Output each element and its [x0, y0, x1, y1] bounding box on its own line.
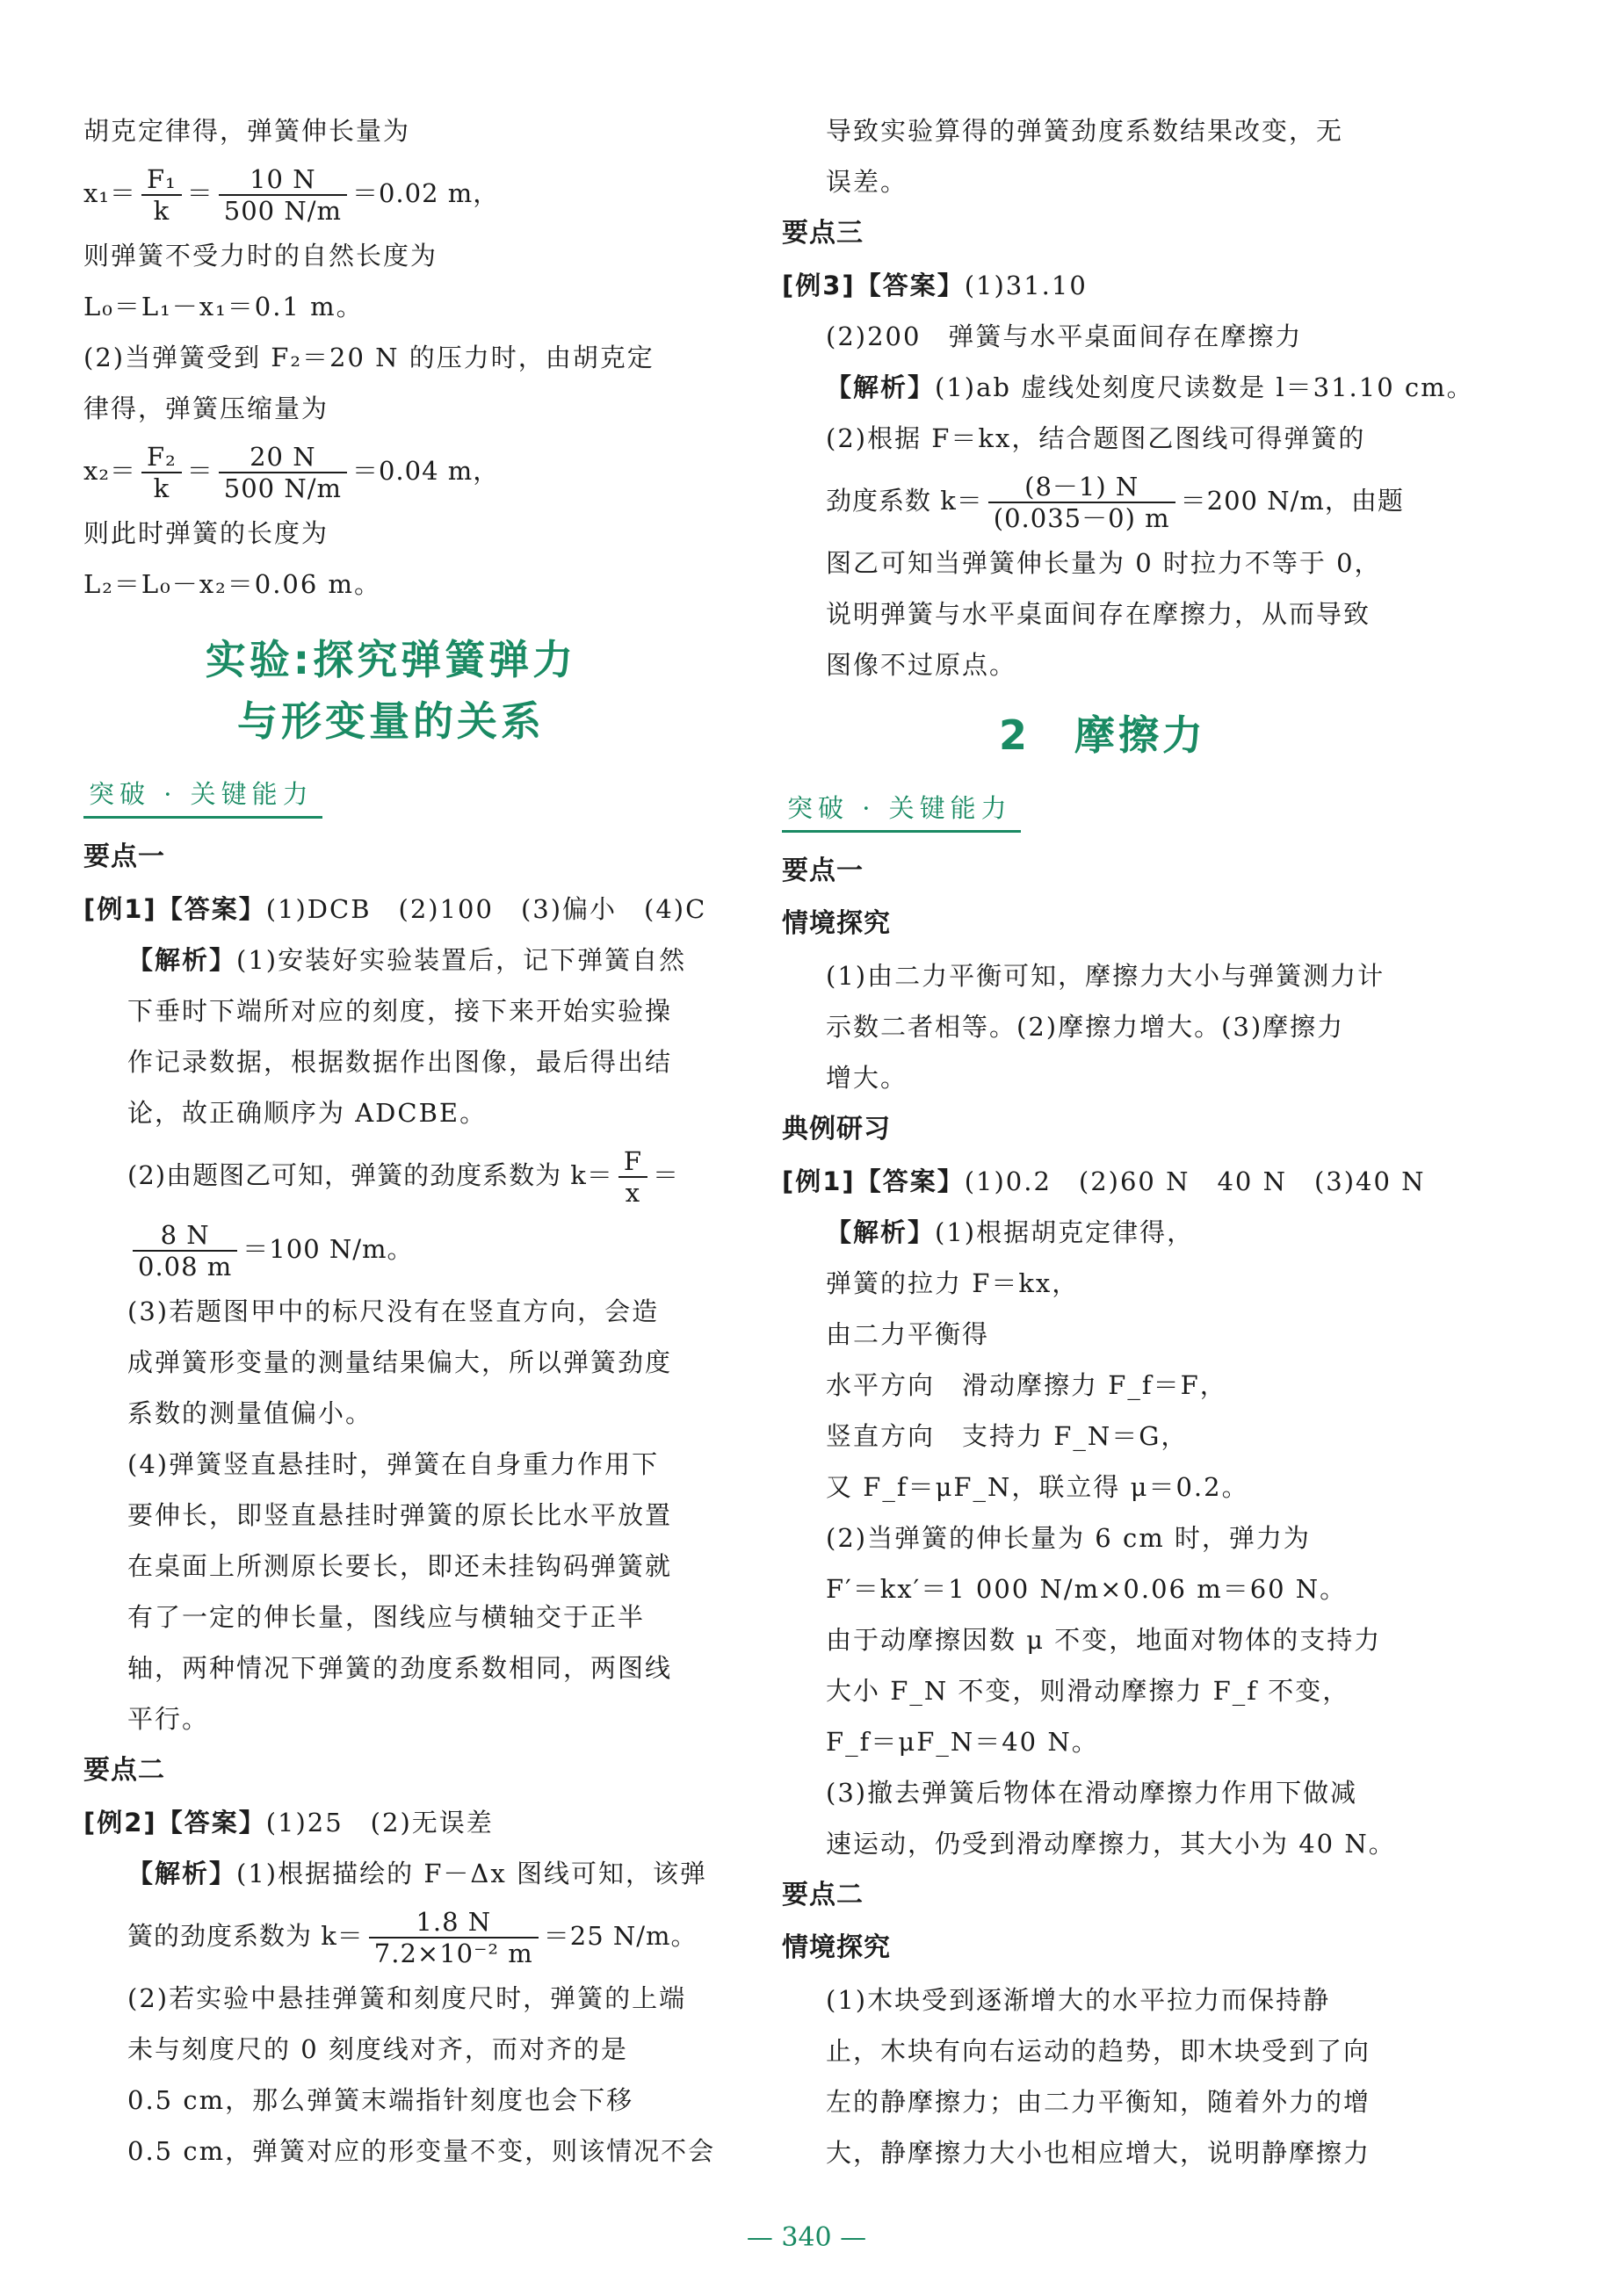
equation-k — [83, 1138, 698, 1212]
eq-rhs: ＝25 N/m。 — [543, 1921, 698, 1951]
text-line: 说明弹簧与水平桌面间存在摩擦力，从而导致 — [826, 599, 1371, 629]
text-line: (2)200 弹簧与水平桌面间存在摩擦力 — [826, 321, 1303, 351]
key-point-heading: 要点二 — [83, 1755, 165, 1786]
key-point-heading: 要点二 — [782, 1880, 864, 1910]
numerator: 20 N — [219, 442, 347, 473]
text-line: 导致实验算得的弹簧劲度系数结果改变，无 — [826, 116, 1344, 146]
answer-tag: 【答案】 — [855, 1166, 965, 1196]
text-line: 0.5 cm，那么弹簧末端指针刻度也会下移 — [127, 2085, 634, 2115]
answer-tag: 【答案】 — [156, 1808, 266, 1838]
fraction — [219, 442, 347, 503]
text-line: (3)撤去弹簧后物体在滑动摩擦力作用下做减 — [826, 1778, 1358, 1808]
text-line: 图乙可知当弹簧伸长量为 0 时拉力不等于 0， — [826, 548, 1382, 578]
answer-tag: 【答案】 — [855, 271, 965, 300]
eq-rhs: ＝0.02 m， — [351, 178, 500, 208]
text-line: 作记录数据，根据数据作出图像，最后得出结 — [127, 1047, 673, 1077]
fraction — [141, 164, 182, 226]
section-title: 实验:探究弹簧弹力 — [205, 636, 577, 683]
text-line: 成弹簧形变量的测量结果偏大，所以弹簧劲度 — [127, 1347, 673, 1377]
analysis-tag: 【解析】 — [826, 1217, 936, 1247]
equation-k-value — [83, 1212, 698, 1286]
denominator: 500 N/m — [223, 473, 342, 503]
text-line: 弹簧的拉力 F＝kx， — [826, 1268, 1080, 1298]
text-line: (1)由二力平衡可知，摩擦力大小与弹簧测力计 — [826, 961, 1385, 991]
key-point-heading: 要点一 — [83, 841, 165, 872]
text-line: 水平方向 滑动摩擦力 F_f＝F， — [826, 1370, 1227, 1400]
equation-x2 — [83, 434, 698, 508]
example-tag: [例3] — [782, 271, 856, 300]
fraction — [988, 472, 1175, 533]
equation-x1 — [83, 156, 698, 230]
text-line: 大，静摩擦力大小也相应增大，说明静摩擦力 — [826, 2138, 1371, 2168]
numerator: F₂ — [141, 442, 182, 473]
analysis-text: (1)根据胡克定律得， — [935, 1217, 1195, 1247]
text-line: 律得，弹簧压缩量为 — [83, 393, 329, 423]
example-tag: [例1] — [83, 894, 157, 924]
answer-text: (1)DCB (2)100 (3)偏小 (4)C — [265, 894, 707, 924]
eq-rhs: ＝0.04 m， — [351, 456, 500, 486]
analysis-line — [782, 1207, 1423, 1258]
fraction — [369, 1907, 539, 1968]
text-line: (2)若实验中悬挂弹簧和刻度尺时，弹簧的上端 — [127, 1983, 687, 2013]
eq-rhs: ＝200 N/m，由题 — [1180, 486, 1404, 516]
answer-line — [782, 1156, 1426, 1207]
denominator: k — [153, 196, 170, 226]
fraction — [141, 442, 182, 503]
denominator: 0.08 m — [138, 1252, 233, 1282]
numerator: F₁ — [141, 164, 182, 196]
section-ribbon: 突破 · 关键能力 — [83, 771, 322, 819]
analysis-tag: 【解析】 — [127, 1859, 237, 1888]
answer-text: (1)0.2 (2)60 N 40 N (3)40 N — [964, 1166, 1426, 1196]
text-line: 在桌面上所测原长要长，即还未挂钩码弹簧就 — [127, 1551, 673, 1581]
text-line: 误差。 — [826, 167, 908, 197]
sub-heading: 情境探究 — [782, 908, 891, 939]
eq-text: (2)由题图乙可知，弹簧的劲度系数为 k＝ — [127, 1160, 613, 1190]
text-line: 下垂时下端所对应的刻度，接下来开始实验操 — [127, 996, 673, 1026]
text-line: (2)当弹簧受到 F₂＝20 N 的压力时，由胡克定 — [83, 343, 655, 372]
text-line: (2)当弹簧的伸长量为 6 cm 时，弹力为 — [826, 1523, 1311, 1553]
text-line: (4)弹簧竖直悬挂时，弹簧在自身重力作用下 — [127, 1449, 660, 1479]
numerator: 10 N — [219, 164, 347, 196]
analysis-text: (1)ab 虚线处刻度尺读数是 l＝31.10 cm。 — [935, 372, 1474, 402]
text-line: 增大。 — [826, 1063, 908, 1093]
text-line: 要伸长，即竖直悬挂时弹簧的原长比水平放置 — [127, 1500, 673, 1530]
text-line: 示数二者相等。(2)摩擦力增大。(3)摩擦力 — [826, 1012, 1345, 1042]
analysis-text: (1)安装好实验装置后，记下弹簧自然 — [236, 945, 687, 975]
example-tag: [例1] — [782, 1166, 856, 1196]
numerator: 8 N — [133, 1220, 237, 1252]
answer-line — [782, 260, 1423, 311]
text-line: 胡克定律得，弹簧伸长量为 — [83, 116, 411, 146]
equation-k3 — [782, 464, 1423, 538]
answer-line — [83, 884, 707, 935]
text-line: 图像不过原点。 — [826, 650, 1017, 680]
text-line: 则此时弹簧的长度为 — [83, 518, 329, 548]
text-line: (2)根据 F＝kx，结合题图乙图线可得弹簧的 — [826, 423, 1366, 453]
eq-text: 簧的劲度系数为 k＝ — [127, 1921, 364, 1951]
answer-tag: 【答案】 — [156, 894, 266, 924]
example-tag: [例2] — [83, 1808, 157, 1838]
answer-text: (1)31.10 — [964, 271, 1088, 300]
text-line: 大小 F_N 不变，则滑动摩擦力 F_f 不变， — [826, 1676, 1350, 1706]
analysis-line — [782, 362, 1474, 413]
equation-k2 — [83, 1899, 698, 1973]
denominator: x — [625, 1178, 641, 1208]
eq-rhs: ＝100 N/m。 — [242, 1234, 414, 1264]
text-line: 左的静摩擦力；由二力平衡知，随着外力的增 — [826, 2087, 1371, 2117]
eq-lhs: x₁＝ — [83, 178, 136, 208]
section-ribbon: 突破 · 关键能力 — [782, 785, 1021, 833]
text-line: 又 F_f＝μF_N，联立得 μ＝0.2。 — [826, 1472, 1249, 1502]
text-line: L₂＝L₀－x₂＝0.06 m。 — [83, 569, 382, 599]
text-line: L₀＝L₁－x₁＝0.1 m。 — [83, 292, 364, 321]
page-number: — 340 — — [746, 2222, 867, 2253]
eq-sign: ＝ — [186, 456, 213, 486]
eq-sign: ＝ — [186, 178, 213, 208]
text-line: 由二力平衡得 — [826, 1319, 990, 1349]
answer-text: (1)25 (2)无误差 — [265, 1808, 494, 1838]
denominator: k — [153, 473, 170, 503]
denominator: 7.2×10⁻² m — [373, 1939, 533, 1968]
answer-line — [83, 1797, 698, 1848]
section-title: 2 摩擦力 — [998, 711, 1206, 759]
analysis-tag: 【解析】 — [826, 372, 936, 402]
text-line: 平行。 — [127, 1704, 210, 1734]
key-point-heading: 要点三 — [782, 218, 864, 249]
text-line: 止，木块有向右运动的趋势，即木块受到了向 — [826, 2036, 1371, 2066]
analysis-line — [83, 935, 698, 986]
analysis-text: (1)根据描绘的 F－Δx 图线可知，该弹 — [236, 1859, 707, 1888]
text-line: F_f＝μF_N＝40 N。 — [826, 1727, 1099, 1757]
fraction — [133, 1220, 237, 1282]
key-point-heading: 要点一 — [782, 856, 864, 886]
analysis-line — [83, 1848, 707, 1899]
sub-heading: 典例研习 — [782, 1114, 891, 1144]
numerator: 1.8 N — [369, 1907, 539, 1939]
text-line: 轴，两种情况下弹簧的劲度系数相同，两图线 — [127, 1653, 673, 1683]
eq-sign: ＝ — [653, 1160, 680, 1190]
text-line: 未与刻度尺的 0 刻度线对齐，而对齐的是 — [127, 2034, 628, 2064]
text-line: 0.5 cm，弹簧对应的形变量不变，则该情况不会 — [127, 2136, 716, 2166]
denominator: 500 N/m — [223, 196, 342, 226]
analysis-tag: 【解析】 — [127, 945, 237, 975]
numerator: F — [618, 1146, 647, 1178]
denominator: (0.035－0) m — [993, 503, 1170, 533]
text-line: 论，故正确顺序为 ADCBE。 — [127, 1098, 488, 1128]
text-line: 则弹簧不受力时的自然长度为 — [83, 241, 438, 271]
text-line: 有了一定的伸长量，图线应与横轴交于正半 — [127, 1602, 646, 1632]
eq-text: 劲度系数 k＝ — [826, 486, 983, 516]
numerator: (8－1) N — [988, 472, 1175, 503]
eq-lhs: x₂＝ — [83, 456, 136, 486]
fraction — [219, 164, 347, 226]
section-title: 与形变量的关系 — [237, 697, 545, 745]
text-line: F′＝kx′＝1 000 N/m×0.06 m＝60 N。 — [826, 1574, 1348, 1604]
fraction — [618, 1146, 647, 1208]
text-line: 速运动，仍受到滑动摩擦力，其大小为 40 N。 — [826, 1829, 1396, 1859]
text-line: (1)木块受到逐渐增大的水平拉力而保持静 — [826, 1985, 1331, 2015]
text-line: 竖直方向 支持力 F_N＝G， — [826, 1421, 1189, 1451]
sub-heading: 情境探究 — [782, 1932, 891, 1963]
left-column — [83, 105, 716, 2177]
text-line: 系数的测量值偏小。 — [127, 1398, 373, 1428]
right-column — [782, 105, 1474, 2178]
text-line: (3)若题图甲中的标尺没有在竖直方向，会造 — [127, 1296, 660, 1326]
text-line: 由于动摩擦因数 μ 不变，地面对物体的支持力 — [826, 1625, 1382, 1655]
